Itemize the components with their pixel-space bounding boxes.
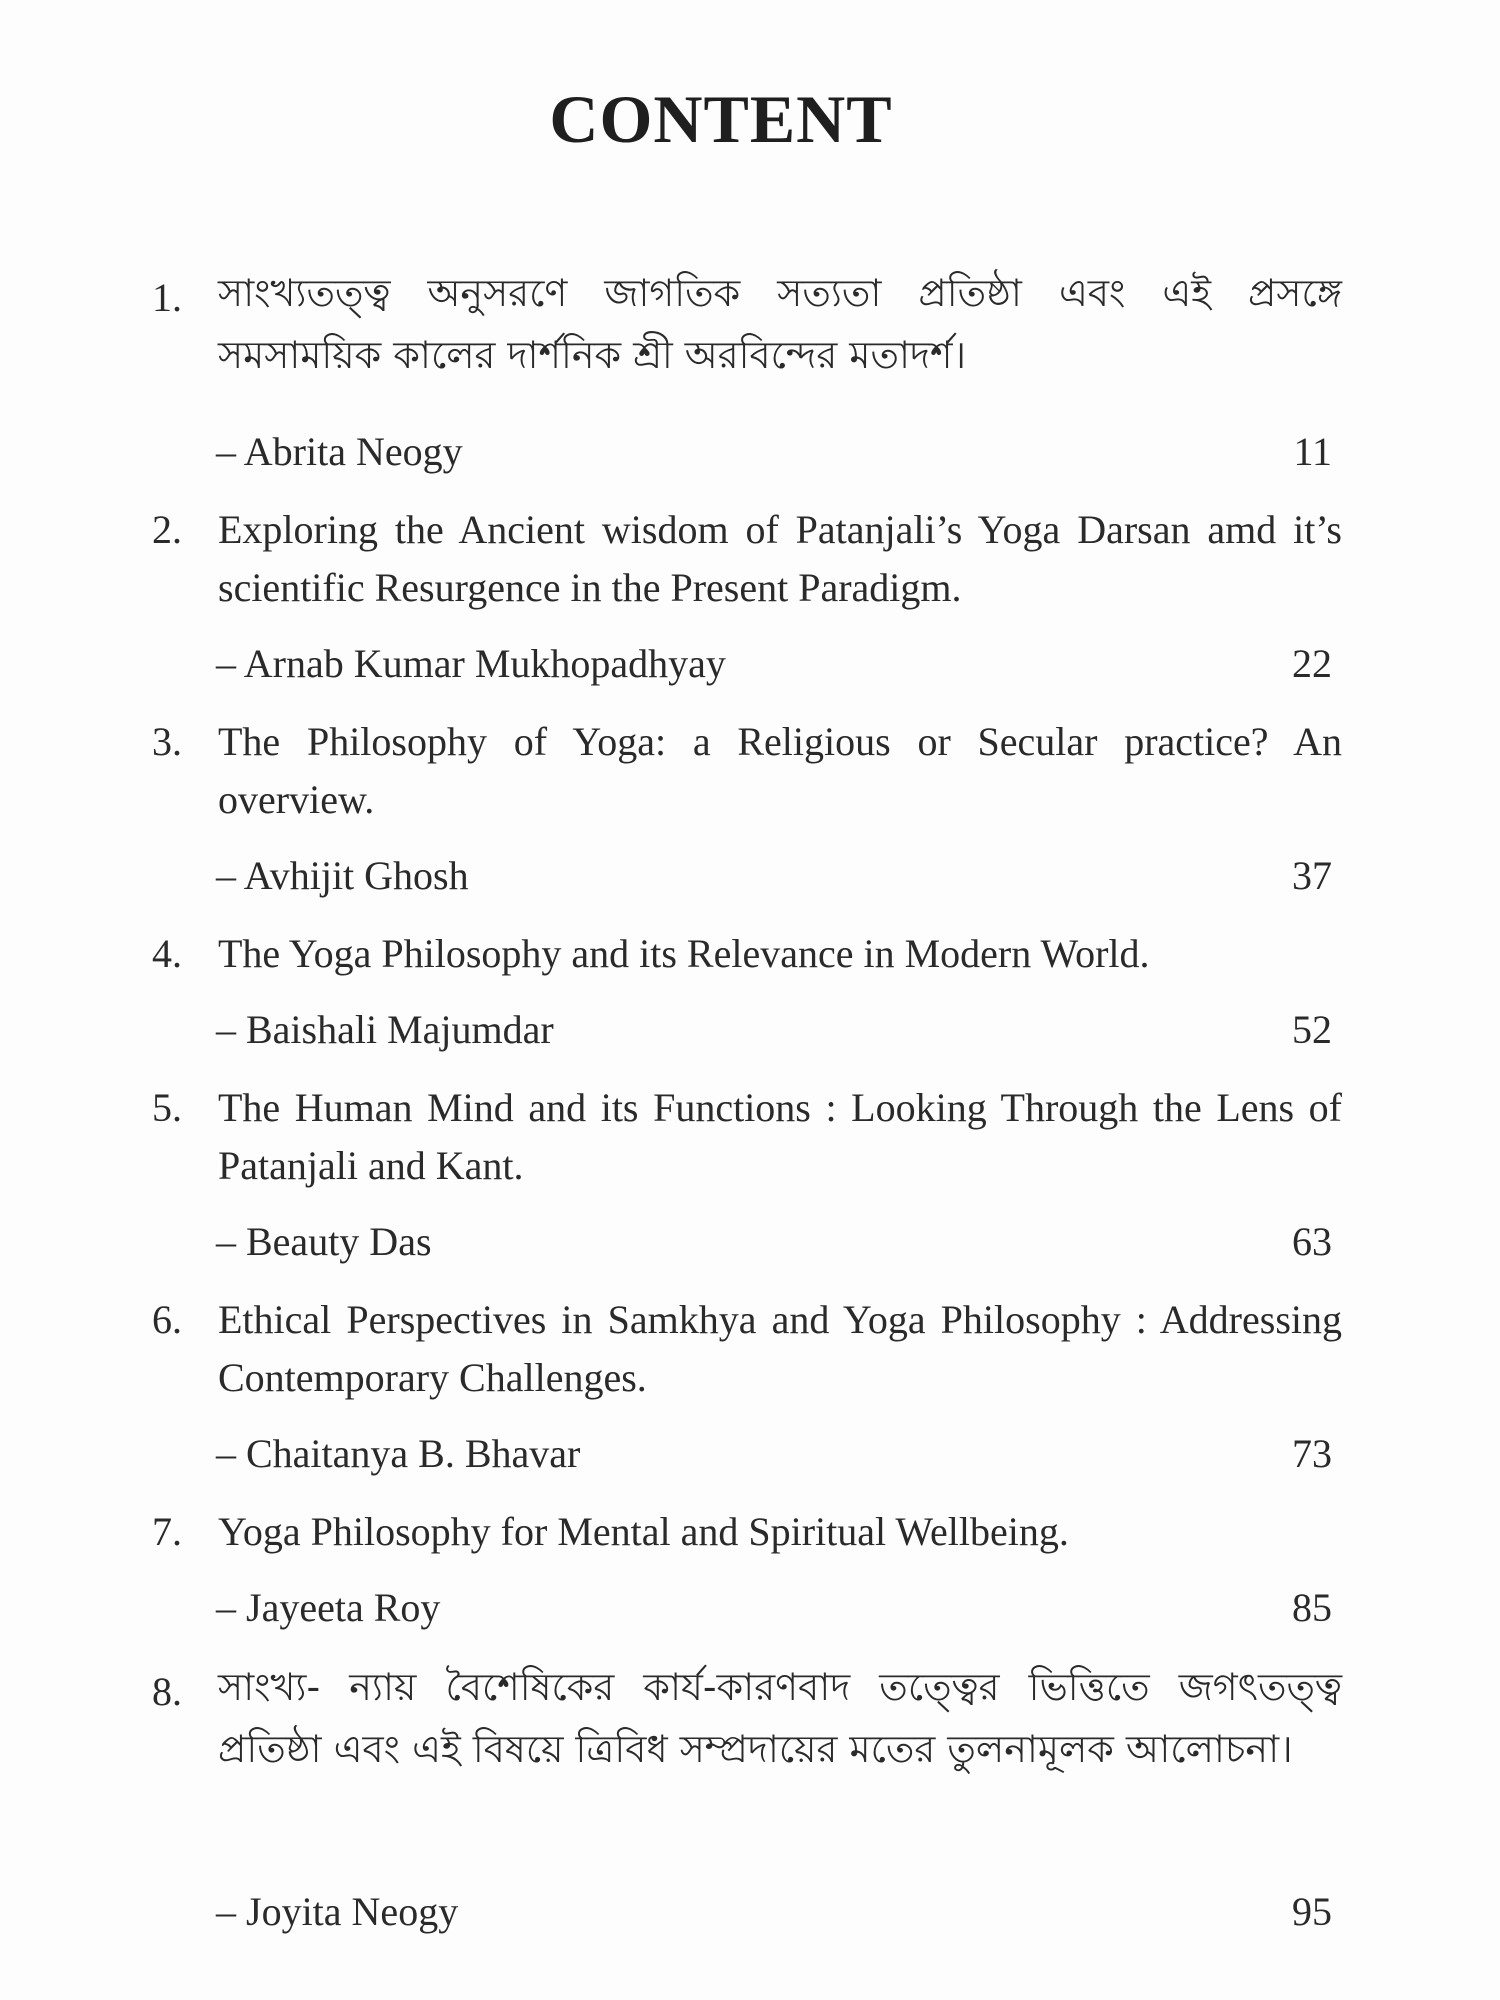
entry-author: – Jayeeta Roy	[216, 1585, 441, 1630]
entry-title: The Philosophy of Yoga: a Religious or Secular practice? An overview.	[218, 719, 1342, 822]
entry-page-number: 52	[1292, 1007, 1332, 1052]
entry-number: 5.	[152, 1085, 182, 1130]
entry-page-number: 95	[1292, 1889, 1332, 1934]
entry-number: 6.	[152, 1297, 182, 1342]
entry-title: The Human Mind and its Functions : Looking Through the Lens of Patanjali and Kant.	[218, 1085, 1342, 1188]
entry-page-number: 85	[1292, 1585, 1332, 1630]
page-title: CONTENT	[549, 81, 893, 157]
entry-title: Ethical Perspectives in Samkhya and Yoga Philosophy : Addressing Contemporary Challenges.	[218, 1297, 1342, 1400]
entry-page-number: 73	[1292, 1431, 1332, 1476]
entry-title: Yoga Philosophy for Mental and Spiritual Wellbeing.	[218, 1509, 1069, 1554]
entry-page-number: 37	[1292, 853, 1332, 898]
entry-title: সাংখ্য- ন্যায় বৈশেষিকের কার্য-কারণবাদ তত্ত্বের ভিত্তিতে জগৎতত্ত্ব প্রতিষ্ঠা এবং এই বিষয়ে ত্রিবিধ সম্প্রদায়ের মতের তুলনামূলক আলোচনা।	[218, 1665, 1342, 1771]
entry-number: 3.	[152, 719, 182, 764]
entry-page-number: 63	[1292, 1219, 1332, 1264]
entry-author: – Beauty Das	[216, 1219, 432, 1264]
entry-author: – Joyita Neogy	[216, 1889, 459, 1934]
entry-number: 1.	[152, 275, 182, 320]
entry-number: 4.	[152, 931, 182, 976]
entry-author: – Avhijit Ghosh	[216, 853, 469, 898]
entry-number: 7.	[152, 1509, 182, 1554]
entry-author: – Chaitanya B. Bhavar	[216, 1431, 581, 1476]
entry-title: The Yoga Philosophy and its Relevance in Modern World.	[218, 931, 1150, 976]
entry-page-number: 11	[1293, 429, 1332, 474]
entry-number: 8.	[152, 1669, 182, 1714]
entry-title: Exploring the Ancient wisdom of Patanjali’s Yoga Darsan amd it’s scientific Resurgence in the Present Paradigm.	[218, 507, 1342, 610]
entry-author: – Baishali Majumdar	[216, 1007, 554, 1052]
entry-author: – Abrita Neogy	[216, 429, 463, 474]
entry-number: 2.	[152, 507, 182, 552]
entry-page-number: 22	[1292, 641, 1332, 686]
entry-author: – Arnab Kumar Mukhopadhyay	[216, 641, 726, 686]
entry-title: সাংখ্যতত্ত্ব অনুসরণে জাগতিক সত্যতা প্রতিষ্ঠা এবং এই প্রসঙ্গে সমসাময়িক কালের দার্শনিক শ্রী অরবিন্দের মতাদর্শ।	[218, 271, 1342, 377]
